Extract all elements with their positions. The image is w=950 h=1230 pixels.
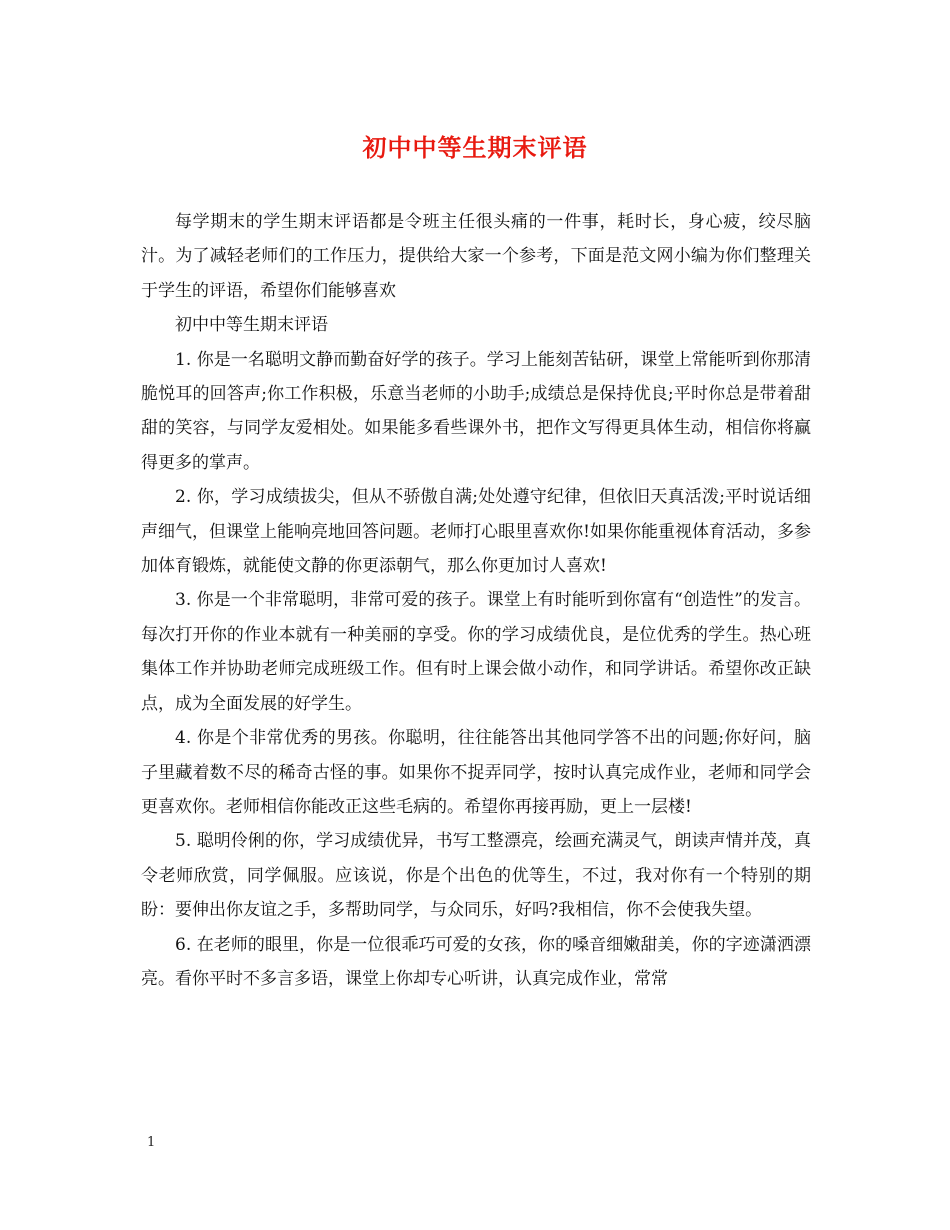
intro-paragraph: 每学期末的学生期末评语都是令班主任很头痛的一件事，耗时长，身心疲，绞尽脑汁。为了减轻老师们的工作压力，提供给大家一个参考，下面是范文网小编为你们整理关于学生的评语，希望你们能够喜欢 xyxy=(141,212,811,301)
comment-paragraph-4: 4. 你是个非常优秀的男孩。你聪明，往往能答出其他同学答不出的问题;你好问，脑子里藏着数不尽的稀奇古怪的事。如果你不捉弄同学，按时认真完成作业，老师和同学会更喜欢你。老师相信你能改正这些毛病的。希望你再接再励，更上一层楼! xyxy=(141,728,811,817)
page-number: 1 xyxy=(147,1135,156,1150)
document-title: 初中中等生期末评语 xyxy=(362,133,588,162)
comment-paragraph-5: 5. 聪明伶俐的你，学习成绩优异，书写工整漂亮，绘画充满灵气，朗读声情并茂，真令老师欣赏，同学佩服。应该说，你是个出色的优等生，不过，我对你有一个特别的期盼：要伸出你友谊之手，多帮助同学，与众同乐，好吗?我相信，你不会使我失望。 xyxy=(141,831,811,921)
comment-paragraph-1: 1. 你是一名聪明文静而勤奋好学的孩子。学习上能刻苦钻研，课堂上常能听到你那清脆悦耳的回答声;你工作积极，乐意当老师的小助手;成绩总是保持优良;平时你总是带着甜甜的笑容，与同学友爱相处。如果能多看些课外书，把作文写得更具体生动，相信你将赢得更多的掌声。 xyxy=(141,349,811,473)
comment-paragraph-3: 3. 你是一个非常聪明，非常可爱的孩子。课堂上有时能听到你富有“创造性”的发言。每次打开你的作业本就有一种美丽的享受。你的学习成绩优良，是位优秀的学生。热心班集体工作并协助老师完成班级工作。但有时上课会做小动作，和同学讲话。希望你改正缺点，成为全面发展的好学生。 xyxy=(141,590,811,714)
comment-paragraph-2: 2. 你，学习成绩拔尖，但从不骄傲自满;处处遵守纪律，但依旧天真活泼;平时说话细声细气，但课堂上能响亮地回答问题。老师打心眼里喜欢你!如果你能重视体育活动，多参加体育锻炼，就能使文静的你更添朝气，那么你更加讨人喜欢! xyxy=(141,487,811,577)
comment-paragraph-6: 6. 在老师的眼里，你是一位很乖巧可爱的女孩，你的嗓音细嫩甜美，你的字迹潇洒漂亮。看你平时不多言多语，课堂上你却专心听讲，认真完成作业，常常 xyxy=(141,934,811,989)
section-heading: 初中中等生期末评语 xyxy=(175,315,328,336)
document-body xyxy=(141,205,811,996)
